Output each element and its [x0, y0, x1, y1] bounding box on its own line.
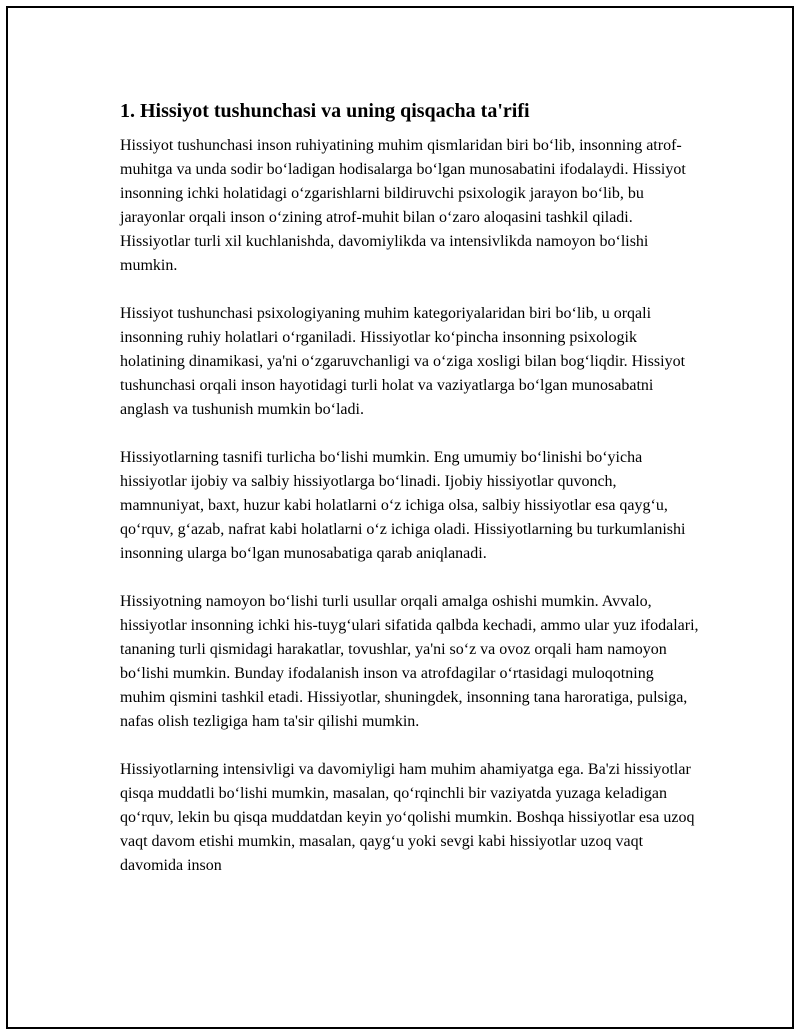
section-heading: 1. Hissiyot tushunchasi va uning qisqacha ta'rifi	[120, 100, 530, 122]
page-frame	[6, 6, 794, 1029]
paragraph: Hissiyotlarning intensivligi va davomiyligi ham muhim ahamiyatga ega. Ba'zi hissiyotlar qisqa muddatli bo‘lishi mumkin, masalan, qo‘rqinchli bir vaziyatda yuzaga keladigan qo‘rquv, lekin bu qisqa muddatdan keyin yo‘qolishi mumkin. Boshqa hissiyotlar esa uzoq vaqt davom etishi mumkin, masalan, qayg‘u yoki sevgi kabi hissiyotlar uzoq vaqt davomida inson	[120, 761, 695, 874]
paragraph: Hissiyotlarning tasnifi turlicha bo‘lishi mumkin. Eng umumiy bo‘linishi bo‘yicha hissiyotlar ijobiy va salbiy hissiyotlarga bo‘linadi. Ijobiy hissiyotlar quvonch, mamnuniyat, baxt, huzur kabi holatlarni o‘z ichiga olsa, salbiy hissiyotlar esa qayg‘u, qo‘rquv, g‘azab, nafrat kabi holatlarni o‘z ichiga oladi. Hissiyotlarning bu turkumlanishi insonning ularga bo‘lgan munosabatiga qarab aniqlanadi.	[120, 449, 686, 562]
document-body	[120, 98, 700, 902]
paragraph: Hissiyotning namoyon bo‘lishi turli usullar orqali amalga oshishi mumkin. Avvalo, hissiyotlar insonning ichki his-tuyg‘ulari sifatida qalbda kechadi, ammo ular yuz ifodalari, tananing turli qismidagi harakatlar, tovushlar, ya'ni so‘z va ovoz orqali ham namoyon bo‘lishi mumkin. Bunday ifodalanish inson va atrofdagilar o‘rtasidagi muloqotning muhim qismini tashkil etadi. Hissiyotlar, shuningdek, insonning tana haroratiga, pulsiga, nafas olish tezligiga ham ta'sir qilishi mumkin.	[120, 593, 699, 730]
paragraph: Hissiyot tushunchasi inson ruhiyatining muhim qismlaridan biri bo‘lib, insonning atrof-muhitga va unda sodir bo‘ladigan hodisalarga bo‘lgan munosabatini ifodalaydi. Hissiyot insonning ichki holatidagi o‘zgarishlarni bildiruvchi psixologik jarayon bo‘lib, bu jarayonlar orqali inson o‘zining atrof-muhit bilan o‘zaro aloqasini tashkil qiladi. Hissiyotlar turli xil kuchlanishda, davomiylikda va intensivlikda namoyon bo‘lishi mumkin.	[120, 137, 686, 274]
paragraph: Hissiyot tushunchasi psixologiyaning muhim kategoriyalaridan biri bo‘lib, u orqali insonning ruhiy holatlari o‘rganiladi. Hissiyotlar ko‘pincha insonning psixologik holatining dinamikasi, ya'ni o‘zgaruvchanligi va o‘ziga xosligi bilan bog‘liqdir. Hissiyot tushunchasi orqali inson hayotidagi turli holat va vaziyatlarga bo‘lgan munosabatni anglash va tushunish mumkin bo‘ladi.	[120, 305, 686, 418]
